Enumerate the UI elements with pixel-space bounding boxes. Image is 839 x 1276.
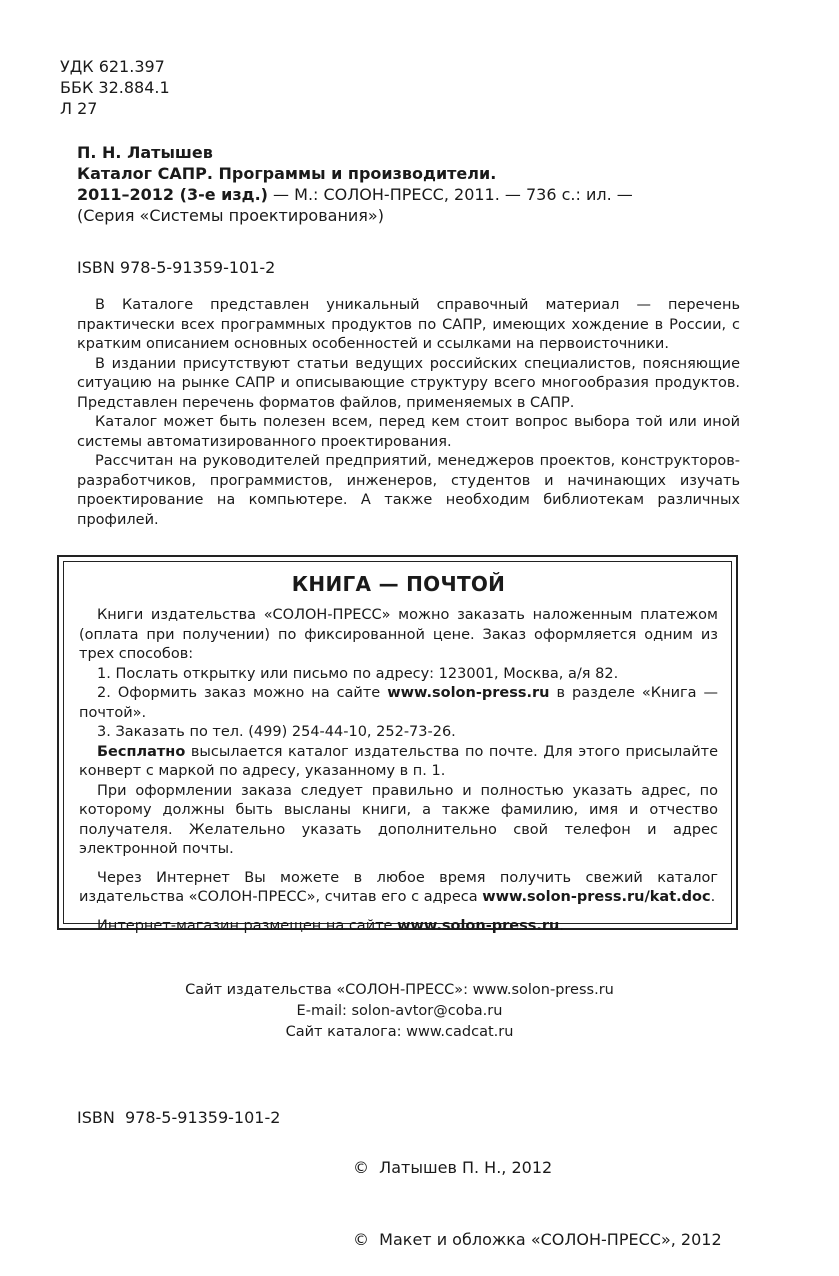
annotation-paragraph: Рассчитан на руководителей предприятий, менеджеров проектов, конструкторов-разработчиков, программистов, инженеров, студентов и начинающих изучать проектирование на компьютере. А также необходим библиотекам различных профилей. xyxy=(77,453,740,528)
annotation xyxy=(77,296,740,530)
author-mark: Л 27 xyxy=(60,99,98,118)
bbk-code: ББК 32.884.1 xyxy=(60,78,170,97)
mail-order-box xyxy=(57,555,738,934)
order-way-2: 2. Оформить заказ можно на сайте www.solon-press.ru в разделе «Книга — почтой». xyxy=(79,685,718,721)
udk-code: УДК 621.397 xyxy=(60,57,165,76)
publisher-contacts xyxy=(0,980,799,1043)
bibliographic-record xyxy=(77,142,767,226)
annotation-paragraph: В Каталоге представлен уникальный справочный материал — перечень практически всех программных продуктов по САПР, имеющих хождение в России, с кратким описанием основных особенностей и ссылками на первоисточники. xyxy=(77,297,740,352)
order-address-note: При оформлении заказа следует правильно и полностью указать адрес, по которому должны быть высланы книги, а также фамилию, имя и отчество получателя. Желательно указать дополнительно свой телефон и адрес электронной почты. xyxy=(79,782,718,857)
copyright-layout: © Макет и обложка «СОЛОН-ПРЕСС», 2012 xyxy=(353,1230,722,1249)
book-title: Каталог САПР. Программы и производители. xyxy=(77,164,497,183)
copyright-notices xyxy=(353,1108,722,1276)
order-way-1: 1. Послать открытку или письмо по адресу: 123001, Москва, а/я 82. xyxy=(97,665,619,682)
internet-catalog-note: Через Интернет Вы можете в любое время получить свежий каталог издательства «СОЛОН-ПРЕСС», считав его с адреса www.solon-press.ru/kat.doc. xyxy=(79,869,718,905)
publisher-info: — М.: СОЛОН-ПРЕСС, 2011. — 736 с.: ил. — xyxy=(267,185,633,204)
catalog-site: Сайт каталога: www.cadcat.ru xyxy=(285,1024,514,1040)
publisher-email: E-mail: solon-avtor@coba.ru xyxy=(296,1003,503,1019)
mail-order-title: КНИГА — ПОЧТОЙ xyxy=(291,572,506,596)
isbn-bottom: ISBN 978-5-91359-101-2 xyxy=(77,1108,281,1127)
series-name: (Серия «Системы проектирования») xyxy=(77,206,384,225)
mail-order-box-inner xyxy=(63,561,732,934)
copyright-author: © Латышев П. Н., 2012 xyxy=(353,1158,553,1177)
edition-years: 2011–2012 (3-е изд.) xyxy=(77,185,268,204)
online-shop-link[interactable]: www.solon-press.ru xyxy=(397,917,560,934)
edition-line xyxy=(77,184,767,205)
annotation-paragraph: Каталог может быть полезен всем, перед кем стоит вопрос выбора той или иной системы автоматизированного проектирования. xyxy=(77,414,740,450)
isbn-top: ISBN 978-5-91359-101-2 xyxy=(77,258,276,277)
mail-order-intro: Книги издательства «СОЛОН-ПРЕСС» можно заказать наложенным платежом (оплата при получении) по фиксированной цене. Заказ оформляется одним из трех способов: xyxy=(79,607,718,662)
online-shop-note: Интернет-магазин размещен на сайте www.solon-press.ru. xyxy=(97,917,564,934)
order-way-3: 3. Заказать по тел. (499) 254-44-10, 252-73-26. xyxy=(97,724,456,740)
author-name: П. Н. Латышев xyxy=(77,143,213,162)
publisher-site-link[interactable]: www.solon-press.ru xyxy=(387,685,550,701)
publisher-site: Сайт издательства «СОЛОН-ПРЕСС»: www.solon-press.ru xyxy=(185,982,614,998)
annotation-paragraph: В издании присутствуют статьи ведущих российских специалистов, поясняющие ситуацию на рынке САПР и описывающие структуру всего многообразия продуктов. Представлен перечень форматов файлов, применяемых в САПР. xyxy=(77,355,740,411)
classification-codes xyxy=(60,56,170,119)
catalog-download-link[interactable]: www.solon-press.ru/kat.doc xyxy=(482,889,711,905)
free-catalog-note: Бесплатно высылается каталог издательства по почте. Для этого присылайте конверт с маркой по адресу, указанному в п. 1. xyxy=(79,743,718,779)
